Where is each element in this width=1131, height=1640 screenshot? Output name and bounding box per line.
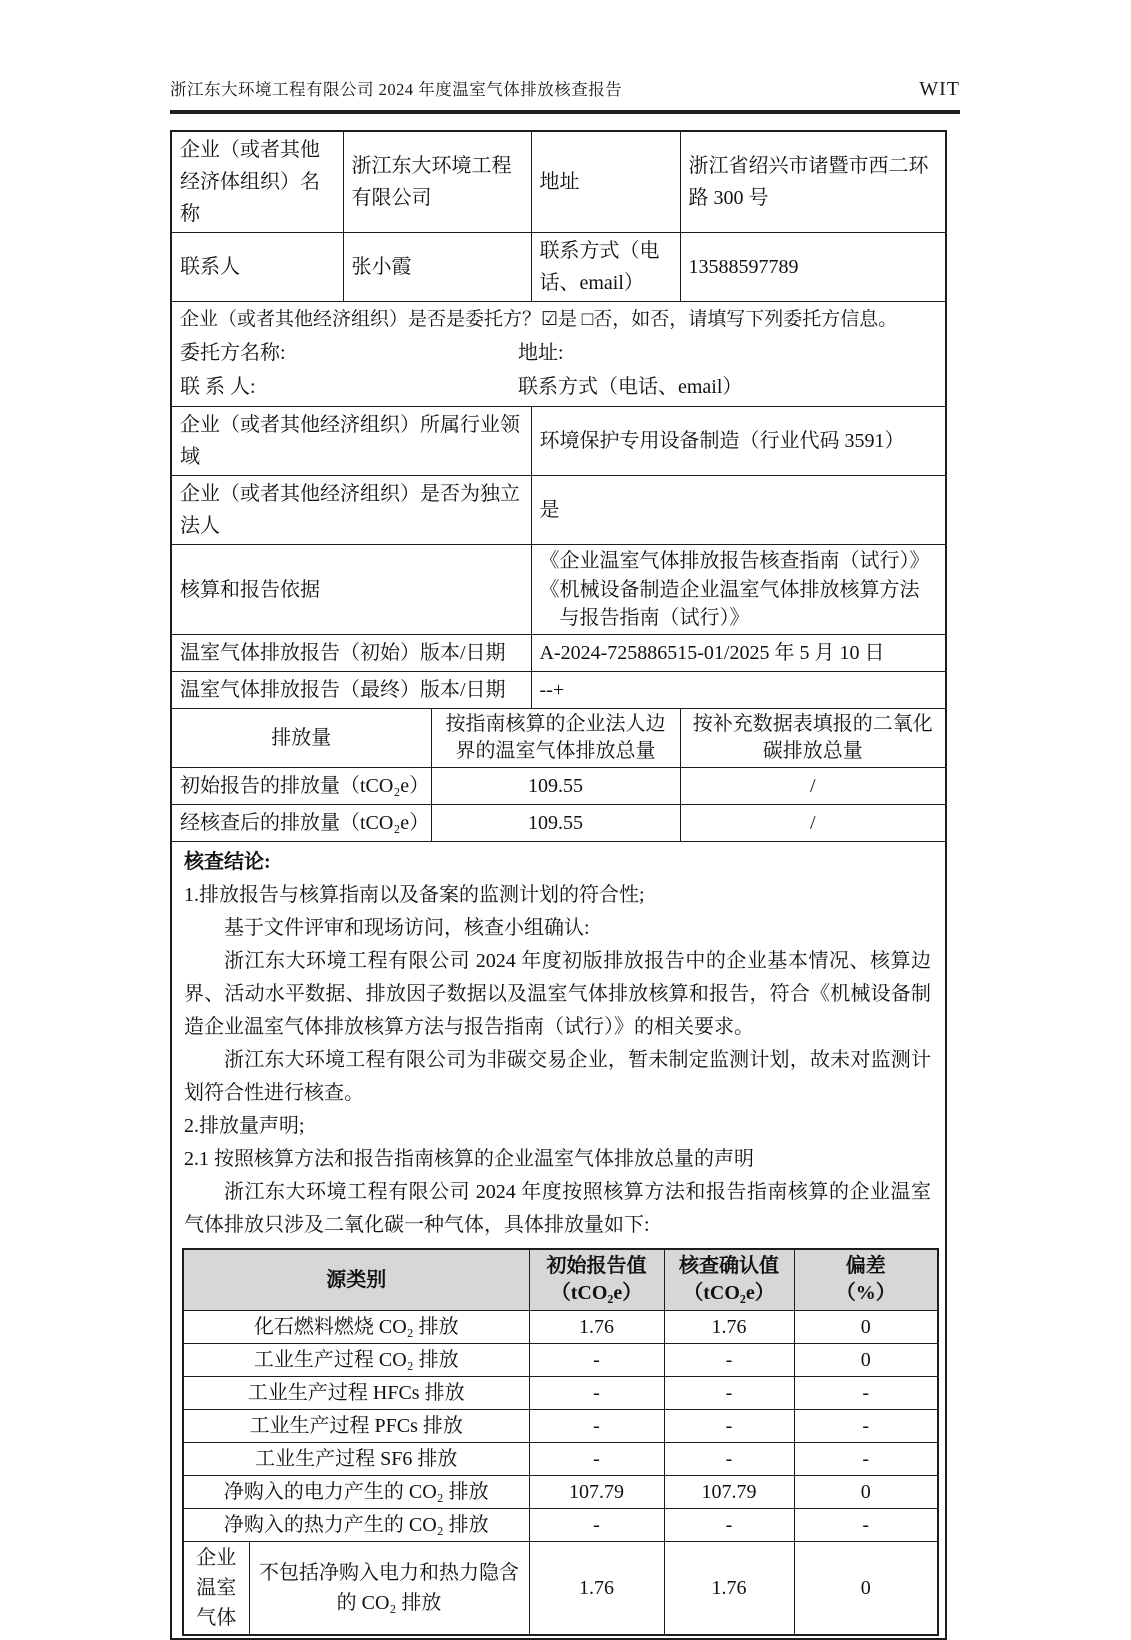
address-label: 地址 [531,131,680,233]
table-row [171,302,946,407]
emission-summary-row [171,805,946,842]
source-initial: 1.76 [529,1542,664,1636]
org-name-label: 企业（或者其他经济体组织）名称 [171,131,343,233]
header-rule [170,110,960,114]
basis-line3: 与报告指南（试行）》 [559,607,750,630]
initial-emission-label: 初始报告的排放量（tCO₂e） [171,768,431,805]
table-row [171,635,946,672]
conclusion-title: 核查结论: [184,851,271,874]
contact-label: 联系人 [171,233,343,302]
source-verified: - [664,1344,794,1377]
delegate-name-label: 委托方名称: [180,342,286,365]
source-verified: 1.76 [664,1542,794,1636]
report-main-table [170,130,947,1640]
source-initial: - [529,1443,664,1476]
source-category-table [182,1248,939,1636]
delegate-question: 企业（或者其他经济组织）是否是委托方？☑是 □否，如否，请填写下列委托方信息。 [180,309,898,330]
basis-value [531,545,946,635]
page-header [170,76,960,101]
source-label: 化石燃料燃烧 CO₂ 排放 [183,1311,529,1344]
org-name-value: 浙江东大环境工程有限公司 [343,131,531,233]
emission-summary-row [171,768,946,805]
header-brand-logo: WIT [919,78,960,100]
emission-summary-col1-header: 排放量 [171,709,431,768]
conclusion-text [180,844,937,1242]
source-label: 净购入的电力产生的 CO₂ 排放 [183,1476,529,1509]
source-verified: - [664,1410,794,1443]
header-title: 浙江东大环境工程有限公司 2024 年度温室气体排放核查报告 [170,80,623,99]
source-deviation: - [794,1410,938,1443]
contact-method-value: 13588597789 [680,233,946,302]
emission-summary-col2-header: 按指南核算的企业法人边界的温室气体排放总量 [431,709,680,768]
source-deviation: - [794,1509,938,1542]
table-row [171,672,946,709]
conclusion-cell [171,842,946,1640]
source-group-label: 企业温室气体 [183,1542,249,1636]
source-deviation: - [794,1377,938,1410]
conclusion-paragraph: 浙江东大环境工程有限公司 2024 年度初版排放报告中的企业基本情况、核算边界、活动水平数据、排放因子数据以及温室气体排放核算和报告，符合《机械设备制造企业温室气体排放核算方法与报告指南（试行）》的相关要求。 [184,950,931,1039]
emission-summary-header-row [171,709,946,768]
verified-value-header-line2: （tCO₂e） [683,1282,775,1305]
verified-value-header-line1: 核查确认值 [679,1255,779,1278]
source-deviation: 0 [794,1476,938,1509]
initial-version-value: A-2024-725886515-01/2025 年 5 月 10 日 [531,635,946,672]
basis-label: 核算和报告依据 [171,545,531,635]
address-value: 浙江省绍兴市诸暨市西二环路 300 号 [680,131,946,233]
source-initial: - [529,1344,664,1377]
conclusion-item2-1: 2.1 按照核算方法和报告指南核算的企业温室气体排放总量的声明 [184,1148,754,1171]
source-verified: 1.76 [664,1311,794,1344]
source-deviation: 0 [794,1542,938,1636]
source-label: 工业生产过程 PFCs 排放 [183,1410,529,1443]
verified-emission-supplementary-value: / [680,805,946,842]
source-initial: 107.79 [529,1476,664,1509]
source-verified: - [664,1443,794,1476]
source-initial: - [529,1377,664,1410]
source-table-row [183,1344,938,1377]
source-sub-label: 不包括净购入电力和热力隐含的 CO₂ 排放 [249,1542,529,1636]
conclusion-item1: 1.排放报告与核算指南以及备案的监测计划的符合性; [184,884,645,907]
deviation-header [794,1249,938,1311]
source-table-row [183,1476,938,1509]
initial-emission-boundary-value: 109.55 [431,768,680,805]
verified-value-header [664,1249,794,1311]
source-table-last-row [183,1542,938,1636]
initial-value-header-line1: 初始报告值 [546,1255,647,1278]
initial-value-header [529,1249,664,1311]
source-initial: 1.76 [529,1311,664,1344]
basis-line1: 《企业温室气体排放报告核查指南（试行）》 [539,550,930,573]
delegate-info-cell [171,302,946,407]
source-table-row [183,1410,938,1443]
delegate-contact-label: 联 系 人: [180,376,256,399]
source-initial: - [529,1509,664,1542]
source-initial: - [529,1410,664,1443]
deviation-header-line1: 偏差 [845,1255,886,1278]
initial-version-label: 温室气体排放报告（初始）版本/日期 [171,635,531,672]
conclusion-paragraph: 浙江东大环境工程有限公司 2024 年度按照核算方法和报告指南核算的企业温室气体排放只涉及二氧化碳一种气体，具体排放量如下: [184,1181,931,1237]
verified-emission-label: 经核查后的排放量（tCO₂e） [171,805,431,842]
conclusion-paragraph: 基于文件评审和现场访问，核查小组确认: [224,917,590,940]
initial-value-header-line2: （tCO₂e） [550,1282,643,1305]
conclusion-row [171,842,946,1640]
source-label: 工业生产过程 CO₂ 排放 [183,1344,529,1377]
source-deviation: - [794,1443,938,1476]
table-row [171,545,946,635]
source-category-header: 源类别 [183,1249,529,1311]
table-row [171,476,946,545]
delegate-name-row [180,336,937,370]
source-deviation: 0 [794,1344,938,1377]
industry-value: 环境保护专用设备制造（行业代码 3591） [531,407,946,476]
delegate-address-label: 地址: [518,342,564,365]
source-deviation: 0 [794,1311,938,1344]
legal-entity-label: 企业（或者其他经济组织）是否为独立法人 [171,476,531,545]
table-row [171,233,946,302]
conclusion-item2: 2.排放量声明; [184,1115,305,1138]
verified-emission-boundary-value: 109.55 [431,805,680,842]
source-table-row [183,1509,938,1542]
source-label: 工业生产过程 HFCs 排放 [183,1377,529,1410]
basis-line2: 《机械设备制造企业温室气体排放核算方法 [539,578,920,601]
source-table-row [183,1311,938,1344]
contact-method-label: 联系方式（电话、email） [531,233,680,302]
source-verified: - [664,1509,794,1542]
source-table-header-row [183,1249,938,1311]
source-label: 净购入的热力产生的 CO₂ 排放 [183,1509,529,1542]
delegate-contact-row [180,370,937,404]
conclusion-paragraph: 浙江东大环境工程有限公司为非碳交易企业，暂未制定监测计划，故未对监测计划符合性进行核查。 [184,1049,931,1105]
legal-entity-value: 是 [531,476,946,545]
initial-emission-supplementary-value: / [680,768,946,805]
final-version-value: --+ [531,672,946,709]
source-verified: 107.79 [664,1476,794,1509]
source-table-row [183,1377,938,1410]
delegate-contact-method-label: 联系方式（电话、email） [518,376,743,399]
table-row [171,131,946,233]
source-table-row [183,1443,938,1476]
final-version-label: 温室气体排放报告（最终）版本/日期 [171,672,531,709]
source-verified: - [664,1377,794,1410]
contact-value: 张小霞 [343,233,531,302]
industry-label: 企业（或者其他经济组织）所属行业领域 [171,407,531,476]
emission-summary-col3-header: 按补充数据表填报的二氧化碳排放总量 [680,709,946,768]
source-label: 工业生产过程 SF6 排放 [183,1443,529,1476]
table-row [171,407,946,476]
deviation-header-line2: （%） [835,1282,896,1305]
